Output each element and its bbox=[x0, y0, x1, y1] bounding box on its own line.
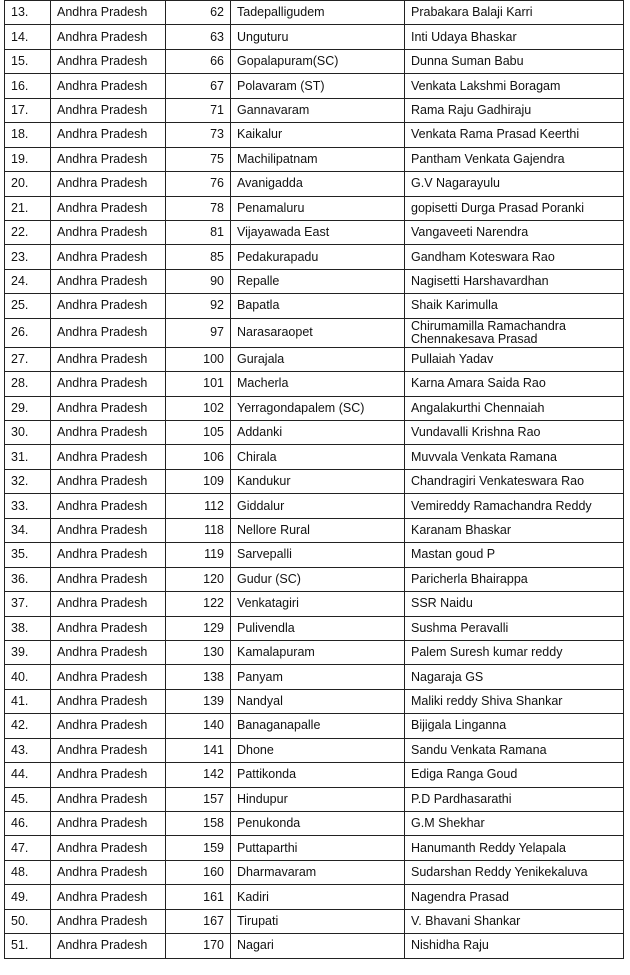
constituency-name-cell: Gudur (SC) bbox=[231, 567, 405, 591]
constituency-name-cell: Pulivendla bbox=[231, 616, 405, 640]
candidate-name-cell: V. Bhavani Shankar bbox=[405, 909, 624, 933]
candidate-name-cell: Dunna Suman Babu bbox=[405, 49, 624, 73]
serial-number-cell: 30. bbox=[5, 421, 51, 445]
candidate-name-cell: Muvvala Venkata Ramana bbox=[405, 445, 624, 469]
state-cell: Andhra Pradesh bbox=[51, 567, 166, 591]
table-row bbox=[5, 269, 624, 293]
constituency-number-cell: 63 bbox=[166, 25, 231, 49]
constituency-number-cell: 75 bbox=[166, 147, 231, 171]
table-row bbox=[5, 763, 624, 787]
constituency-name-cell: Macherla bbox=[231, 372, 405, 396]
constituency-name-cell: Unguturu bbox=[231, 25, 405, 49]
state-cell: Andhra Pradesh bbox=[51, 245, 166, 269]
constituency-name-cell: Sarvepalli bbox=[231, 543, 405, 567]
state-cell: Andhra Pradesh bbox=[51, 518, 166, 542]
constituency-number-cell: 157 bbox=[166, 787, 231, 811]
table-row bbox=[5, 196, 624, 220]
candidate-name-cell: Inti Udaya Bhaskar bbox=[405, 25, 624, 49]
constituency-number-cell: 92 bbox=[166, 294, 231, 318]
candidate-name-cell: Rama Raju Gadhiraju bbox=[405, 98, 624, 122]
serial-number-cell: 41. bbox=[5, 689, 51, 713]
candidate-name-cell: Palem Suresh kumar reddy bbox=[405, 640, 624, 664]
state-cell: Andhra Pradesh bbox=[51, 689, 166, 713]
table-row bbox=[5, 616, 624, 640]
state-cell: Andhra Pradesh bbox=[51, 123, 166, 147]
state-cell: Andhra Pradesh bbox=[51, 396, 166, 420]
constituency-name-cell: Penukonda bbox=[231, 812, 405, 836]
table-row bbox=[5, 245, 624, 269]
state-cell: Andhra Pradesh bbox=[51, 469, 166, 493]
constituency-name-cell: Dhone bbox=[231, 738, 405, 762]
candidate-name-cell: Mastan goud P bbox=[405, 543, 624, 567]
state-cell: Andhra Pradesh bbox=[51, 294, 166, 318]
serial-number-cell: 39. bbox=[5, 640, 51, 664]
table-row bbox=[5, 372, 624, 396]
table-row bbox=[5, 318, 624, 347]
constituency-name-cell: Gopalapuram(SC) bbox=[231, 49, 405, 73]
constituency-number-cell: 78 bbox=[166, 196, 231, 220]
constituency-name-cell: Tadepalligudem bbox=[231, 1, 405, 25]
state-cell: Andhra Pradesh bbox=[51, 318, 166, 347]
candidate-name-cell: Shaik Karimulla bbox=[405, 294, 624, 318]
constituency-number-cell: 141 bbox=[166, 738, 231, 762]
state-cell: Andhra Pradesh bbox=[51, 74, 166, 98]
table-row bbox=[5, 421, 624, 445]
candidate-name-cell: Nagendra Prasad bbox=[405, 885, 624, 909]
table-row bbox=[5, 909, 624, 933]
table-row bbox=[5, 347, 624, 371]
serial-number-cell: 18. bbox=[5, 123, 51, 147]
state-cell: Andhra Pradesh bbox=[51, 738, 166, 762]
candidate-name-cell: Paricherla Bhairappa bbox=[405, 567, 624, 591]
serial-number-cell: 42. bbox=[5, 714, 51, 738]
candidate-name-cell: SSR Naidu bbox=[405, 592, 624, 616]
constituency-number-cell: 122 bbox=[166, 592, 231, 616]
state-cell: Andhra Pradesh bbox=[51, 347, 166, 371]
serial-number-cell: 37. bbox=[5, 592, 51, 616]
candidate-name-cell: Vangaveeti Narendra bbox=[405, 220, 624, 244]
serial-number-cell: 36. bbox=[5, 567, 51, 591]
state-cell: Andhra Pradesh bbox=[51, 665, 166, 689]
serial-number-cell: 31. bbox=[5, 445, 51, 469]
constituency-name-cell: Tirupati bbox=[231, 909, 405, 933]
constituency-name-cell: Chirala bbox=[231, 445, 405, 469]
serial-number-cell: 46. bbox=[5, 812, 51, 836]
table-row bbox=[5, 49, 624, 73]
constituency-name-cell: Vijayawada East bbox=[231, 220, 405, 244]
state-cell: Andhra Pradesh bbox=[51, 49, 166, 73]
constituency-name-cell: Giddalur bbox=[231, 494, 405, 518]
serial-number-cell: 24. bbox=[5, 269, 51, 293]
serial-number-cell: 32. bbox=[5, 469, 51, 493]
table-row bbox=[5, 689, 624, 713]
serial-number-cell: 45. bbox=[5, 787, 51, 811]
candidate-name-cell: Venkata Rama Prasad Keerthi bbox=[405, 123, 624, 147]
constituency-number-cell: 76 bbox=[166, 172, 231, 196]
serial-number-cell: 51. bbox=[5, 934, 51, 958]
constituency-name-cell: Pattikonda bbox=[231, 763, 405, 787]
constituency-number-cell: 101 bbox=[166, 372, 231, 396]
constituency-name-cell: Polavaram (ST) bbox=[231, 74, 405, 98]
constituency-number-cell: 73 bbox=[166, 123, 231, 147]
table-row bbox=[5, 640, 624, 664]
table-row bbox=[5, 123, 624, 147]
serial-number-cell: 38. bbox=[5, 616, 51, 640]
constituency-number-cell: 129 bbox=[166, 616, 231, 640]
candidate-name-cell: Sudarshan Reddy Yenikekaluva bbox=[405, 860, 624, 884]
candidate-name-cell: Pantham Venkata Gajendra bbox=[405, 147, 624, 171]
candidate-name-cell: Karna Amara Saida Rao bbox=[405, 372, 624, 396]
table-row bbox=[5, 172, 624, 196]
serial-number-cell: 26. bbox=[5, 318, 51, 347]
constituency-name-cell: Machilipatnam bbox=[231, 147, 405, 171]
constituency-name-cell: Hindupur bbox=[231, 787, 405, 811]
constituency-number-cell: 118 bbox=[166, 518, 231, 542]
state-cell: Andhra Pradesh bbox=[51, 445, 166, 469]
state-cell: Andhra Pradesh bbox=[51, 98, 166, 122]
serial-number-cell: 27. bbox=[5, 347, 51, 371]
constituency-name-cell: Yerragondapalem (SC) bbox=[231, 396, 405, 420]
constituency-name-cell: Panyam bbox=[231, 665, 405, 689]
serial-number-cell: 29. bbox=[5, 396, 51, 420]
state-cell: Andhra Pradesh bbox=[51, 196, 166, 220]
candidate-name-cell: Nagaraja GS bbox=[405, 665, 624, 689]
table-row bbox=[5, 494, 624, 518]
constituency-name-cell: Venkatagiri bbox=[231, 592, 405, 616]
table-row bbox=[5, 25, 624, 49]
state-cell: Andhra Pradesh bbox=[51, 616, 166, 640]
serial-number-cell: 20. bbox=[5, 172, 51, 196]
candidate-name-cell: Pullaiah Yadav bbox=[405, 347, 624, 371]
candidate-name-cell: Karanam Bhaskar bbox=[405, 518, 624, 542]
constituency-name-cell: Nellore Rural bbox=[231, 518, 405, 542]
state-cell: Andhra Pradesh bbox=[51, 25, 166, 49]
state-cell: Andhra Pradesh bbox=[51, 592, 166, 616]
serial-number-cell: 19. bbox=[5, 147, 51, 171]
constituency-number-cell: 119 bbox=[166, 543, 231, 567]
constituency-number-cell: 67 bbox=[166, 74, 231, 98]
constituency-number-cell: 170 bbox=[166, 934, 231, 958]
table-row bbox=[5, 787, 624, 811]
constituency-name-cell: Kamalapuram bbox=[231, 640, 405, 664]
constituency-number-cell: 138 bbox=[166, 665, 231, 689]
candidate-name-cell: Angalakurthi Chennaiah bbox=[405, 396, 624, 420]
table-row bbox=[5, 812, 624, 836]
table-row bbox=[5, 469, 624, 493]
candidate-name-cell: G.M Shekhar bbox=[405, 812, 624, 836]
candidate-name-cell: Nagisetti Harshavardhan bbox=[405, 269, 624, 293]
constituency-name-cell: Kadiri bbox=[231, 885, 405, 909]
serial-number-cell: 49. bbox=[5, 885, 51, 909]
table-row bbox=[5, 836, 624, 860]
table-row bbox=[5, 934, 624, 958]
constituency-name-cell: Addanki bbox=[231, 421, 405, 445]
serial-number-cell: 13. bbox=[5, 1, 51, 25]
candidate-name-cell: Chandragiri Venkateswara Rao bbox=[405, 469, 624, 493]
state-cell: Andhra Pradesh bbox=[51, 714, 166, 738]
candidate-name-cell: Bijigala Linganna bbox=[405, 714, 624, 738]
candidate-name-cell: Venkata Lakshmi Boragam bbox=[405, 74, 624, 98]
constituency-number-cell: 109 bbox=[166, 469, 231, 493]
constituency-name-cell: Gannavaram bbox=[231, 98, 405, 122]
table-body bbox=[5, 1, 624, 959]
constituency-name-cell: Narasaraopet bbox=[231, 318, 405, 347]
serial-number-cell: 50. bbox=[5, 909, 51, 933]
constituency-number-cell: 161 bbox=[166, 885, 231, 909]
candidate-name-cell: Chirumamilla Ramachandra Chennakesava Prasad bbox=[405, 318, 624, 347]
table-row bbox=[5, 885, 624, 909]
state-cell: Andhra Pradesh bbox=[51, 640, 166, 664]
state-cell: Andhra Pradesh bbox=[51, 172, 166, 196]
constituency-name-cell: Avanigadda bbox=[231, 172, 405, 196]
constituency-number-cell: 102 bbox=[166, 396, 231, 420]
serial-number-cell: 44. bbox=[5, 763, 51, 787]
state-cell: Andhra Pradesh bbox=[51, 220, 166, 244]
constituency-name-cell: Gurajala bbox=[231, 347, 405, 371]
constituency-number-cell: 167 bbox=[166, 909, 231, 933]
table-row bbox=[5, 665, 624, 689]
table-row bbox=[5, 147, 624, 171]
candidate-name-cell: gopisetti Durga Prasad Poranki bbox=[405, 196, 624, 220]
serial-number-cell: 43. bbox=[5, 738, 51, 762]
candidate-name-cell: Nishidha Raju bbox=[405, 934, 624, 958]
table-row bbox=[5, 98, 624, 122]
state-cell: Andhra Pradesh bbox=[51, 860, 166, 884]
table-row bbox=[5, 74, 624, 98]
constituency-name-cell: Pedakurapadu bbox=[231, 245, 405, 269]
constituency-number-cell: 71 bbox=[166, 98, 231, 122]
constituency-number-cell: 158 bbox=[166, 812, 231, 836]
state-cell: Andhra Pradesh bbox=[51, 934, 166, 958]
candidate-name-cell: Sandu Venkata Ramana bbox=[405, 738, 624, 762]
constituency-number-cell: 66 bbox=[166, 49, 231, 73]
constituency-number-cell: 139 bbox=[166, 689, 231, 713]
state-cell: Andhra Pradesh bbox=[51, 421, 166, 445]
state-cell: Andhra Pradesh bbox=[51, 372, 166, 396]
candidate-name-cell: Vundavalli Krishna Rao bbox=[405, 421, 624, 445]
state-cell: Andhra Pradesh bbox=[51, 543, 166, 567]
state-cell: Andhra Pradesh bbox=[51, 763, 166, 787]
serial-number-cell: 47. bbox=[5, 836, 51, 860]
constituency-number-cell: 112 bbox=[166, 494, 231, 518]
constituency-name-cell: Kaikalur bbox=[231, 123, 405, 147]
serial-number-cell: 21. bbox=[5, 196, 51, 220]
serial-number-cell: 48. bbox=[5, 860, 51, 884]
constituency-name-cell: Nandyal bbox=[231, 689, 405, 713]
constituency-name-cell: Repalle bbox=[231, 269, 405, 293]
table-row bbox=[5, 1, 624, 25]
serial-number-cell: 23. bbox=[5, 245, 51, 269]
constituency-name-cell: Banaganapalle bbox=[231, 714, 405, 738]
constituency-number-cell: 140 bbox=[166, 714, 231, 738]
candidate-name-cell: Gandham Koteswara Rao bbox=[405, 245, 624, 269]
constituency-name-cell: Puttaparthi bbox=[231, 836, 405, 860]
constituency-number-cell: 142 bbox=[166, 763, 231, 787]
state-cell: Andhra Pradesh bbox=[51, 812, 166, 836]
constituency-number-cell: 85 bbox=[166, 245, 231, 269]
table-row bbox=[5, 567, 624, 591]
candidate-name-cell: Prabakara Balaji Karri bbox=[405, 1, 624, 25]
table-row bbox=[5, 518, 624, 542]
serial-number-cell: 33. bbox=[5, 494, 51, 518]
constituency-name-cell: Nagari bbox=[231, 934, 405, 958]
candidate-name-cell: G.V Nagarayulu bbox=[405, 172, 624, 196]
serial-number-cell: 35. bbox=[5, 543, 51, 567]
candidate-name-cell: Hanumanth Reddy Yelapala bbox=[405, 836, 624, 860]
table-row bbox=[5, 220, 624, 244]
state-cell: Andhra Pradesh bbox=[51, 885, 166, 909]
candidate-name-cell: P.D Pardhasarathi bbox=[405, 787, 624, 811]
constituency-number-cell: 90 bbox=[166, 269, 231, 293]
constituency-name-cell: Bapatla bbox=[231, 294, 405, 318]
serial-number-cell: 15. bbox=[5, 49, 51, 73]
table-row bbox=[5, 738, 624, 762]
serial-number-cell: 14. bbox=[5, 25, 51, 49]
constituency-name-cell: Penamaluru bbox=[231, 196, 405, 220]
constituency-number-cell: 105 bbox=[166, 421, 231, 445]
candidate-name-cell: Sushma Peravalli bbox=[405, 616, 624, 640]
table-row bbox=[5, 714, 624, 738]
candidate-list-table bbox=[4, 0, 624, 959]
constituency-name-cell: Kandukur bbox=[231, 469, 405, 493]
constituency-number-cell: 62 bbox=[166, 1, 231, 25]
table-row bbox=[5, 860, 624, 884]
table-row bbox=[5, 592, 624, 616]
constituency-number-cell: 106 bbox=[166, 445, 231, 469]
state-cell: Andhra Pradesh bbox=[51, 909, 166, 933]
serial-number-cell: 40. bbox=[5, 665, 51, 689]
constituency-name-cell: Dharmavaram bbox=[231, 860, 405, 884]
candidate-name-cell: Maliki reddy Shiva Shankar bbox=[405, 689, 624, 713]
serial-number-cell: 17. bbox=[5, 98, 51, 122]
serial-number-cell: 22. bbox=[5, 220, 51, 244]
serial-number-cell: 16. bbox=[5, 74, 51, 98]
serial-number-cell: 25. bbox=[5, 294, 51, 318]
table-row bbox=[5, 294, 624, 318]
candidate-name-cell: Vemireddy Ramachandra Reddy bbox=[405, 494, 624, 518]
constituency-number-cell: 100 bbox=[166, 347, 231, 371]
serial-number-cell: 34. bbox=[5, 518, 51, 542]
state-cell: Andhra Pradesh bbox=[51, 147, 166, 171]
table-row bbox=[5, 396, 624, 420]
table-row bbox=[5, 543, 624, 567]
state-cell: Andhra Pradesh bbox=[51, 494, 166, 518]
candidate-name-cell: Ediga Ranga Goud bbox=[405, 763, 624, 787]
serial-number-cell: 28. bbox=[5, 372, 51, 396]
state-cell: Andhra Pradesh bbox=[51, 836, 166, 860]
constituency-number-cell: 97 bbox=[166, 318, 231, 347]
state-cell: Andhra Pradesh bbox=[51, 269, 166, 293]
constituency-number-cell: 81 bbox=[166, 220, 231, 244]
constituency-number-cell: 130 bbox=[166, 640, 231, 664]
constituency-number-cell: 120 bbox=[166, 567, 231, 591]
constituency-number-cell: 160 bbox=[166, 860, 231, 884]
state-cell: Andhra Pradesh bbox=[51, 787, 166, 811]
state-cell: Andhra Pradesh bbox=[51, 1, 166, 25]
table-row bbox=[5, 445, 624, 469]
constituency-number-cell: 159 bbox=[166, 836, 231, 860]
